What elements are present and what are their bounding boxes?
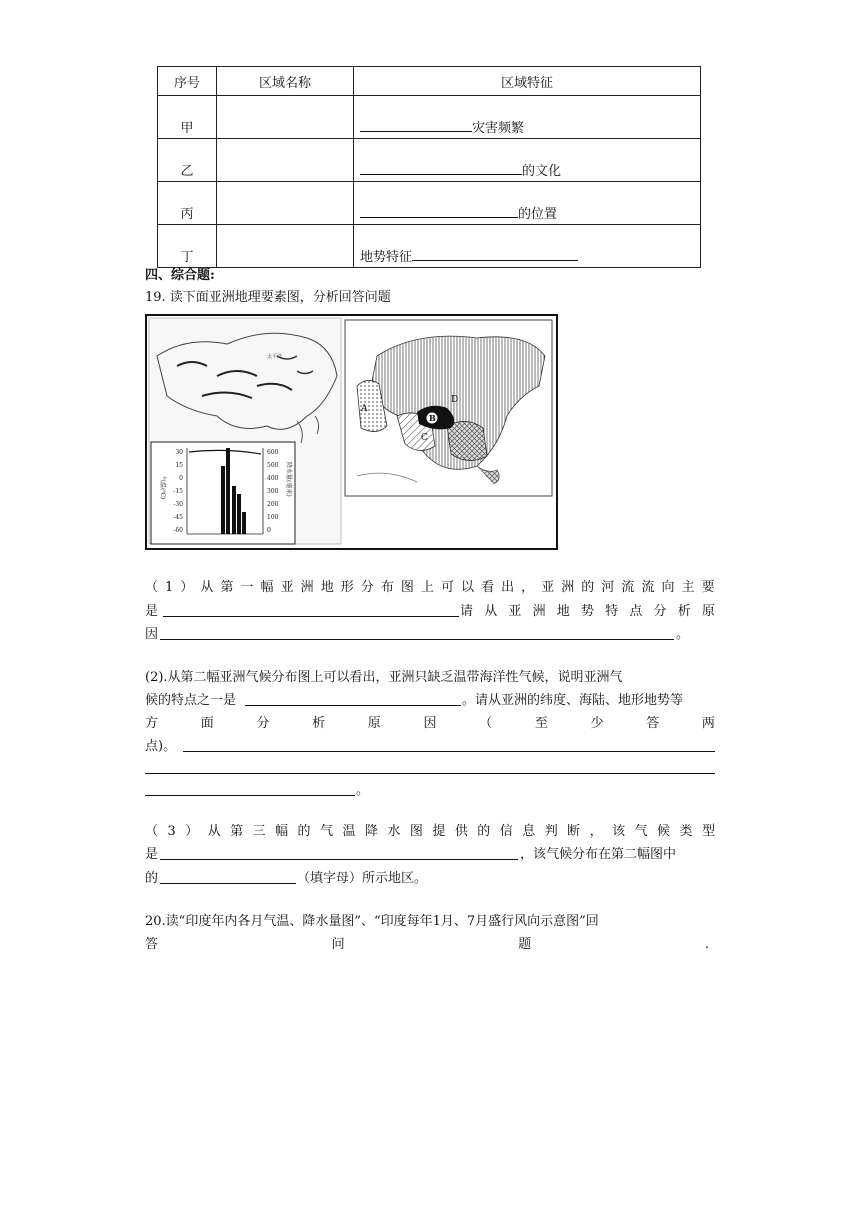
answer-blank[interactable]	[360, 162, 522, 175]
char: 息	[522, 824, 536, 839]
char: 洲	[300, 580, 314, 595]
table-row	[158, 182, 701, 225]
answer-blank[interactable]	[160, 627, 674, 640]
row-id: 乙	[158, 139, 217, 182]
char: 气	[320, 824, 334, 839]
char: 至	[534, 716, 548, 731]
precip-bar	[232, 486, 236, 534]
char: 上	[420, 580, 434, 595]
chart-tick-right: 200	[267, 501, 279, 508]
feature-cell[interactable]	[354, 139, 701, 182]
climate-chart	[151, 442, 295, 544]
table-row	[158, 225, 701, 268]
answer-blank[interactable]	[412, 248, 578, 261]
char: 型	[701, 824, 715, 839]
char: 亚	[508, 604, 522, 619]
region-label-c: C	[421, 433, 428, 443]
chart-tick-right: 300	[267, 488, 279, 495]
char: 分	[360, 580, 374, 595]
question-20-line2	[145, 935, 709, 955]
answer-blank[interactable]	[183, 739, 715, 752]
char: 以	[461, 580, 475, 595]
char: 一	[240, 580, 254, 595]
svg-text:太平洋: 太平洋	[267, 354, 283, 360]
char: 形	[340, 580, 354, 595]
char: .	[704, 937, 709, 952]
table-row	[158, 139, 701, 182]
char: 从	[484, 604, 498, 619]
table-row	[158, 96, 701, 139]
char: 问	[331, 937, 345, 952]
char: 候	[657, 824, 671, 839]
header-cell: 序号	[158, 67, 217, 96]
chart-tick-left: 0	[179, 475, 183, 482]
chart-tick-right: 400	[267, 475, 279, 482]
chart-tick-right: 0	[267, 527, 271, 534]
char: 第	[230, 824, 244, 839]
chart-tick-left: -60	[173, 527, 183, 534]
char: 洲	[561, 580, 575, 595]
header-cell: 区域名称	[217, 67, 354, 96]
feature-text: 地势特征	[360, 250, 413, 265]
char: 降	[364, 824, 378, 839]
region-table	[157, 66, 701, 268]
answer-blank[interactable]	[360, 119, 472, 132]
q19-part2-line2-suffix: 。请从亚洲的纬度、海陆、地形地势等	[462, 693, 684, 708]
char: 水	[387, 824, 401, 839]
asia-figure	[145, 314, 558, 550]
char: 从	[200, 580, 214, 595]
char: 请	[460, 604, 474, 619]
char: 面	[200, 716, 214, 731]
char: 两	[701, 716, 715, 731]
chart-axis-left-title: 气温(℃)	[159, 476, 166, 500]
char: 断	[567, 824, 581, 839]
header-cell: 区域特征	[354, 67, 701, 96]
char: 图	[400, 580, 414, 595]
char: 1	[165, 580, 174, 595]
region-label-a: A	[361, 404, 368, 414]
row-id: 丁	[158, 225, 217, 268]
char: 的	[477, 824, 491, 839]
feature-cell[interactable]	[354, 96, 701, 139]
chart-tick-left: -15	[173, 488, 183, 495]
chart-tick-left: -45	[173, 514, 183, 521]
char: ）	[185, 824, 199, 839]
char: 判	[544, 824, 558, 839]
feature-text: 的位置	[518, 207, 558, 222]
feature-cell[interactable]	[354, 225, 701, 268]
answer-blank[interactable]	[245, 693, 461, 706]
chart-tick-right: 600	[267, 449, 279, 456]
char: 点	[629, 604, 643, 619]
q19-part2-line1: (2).从第二幅亚洲气候分布图上可以看出，亚洲只缺乏温带海洋性气候，说明亚洲气	[145, 670, 623, 685]
chart-axis-right-title: 降水量(毫米)	[285, 462, 292, 497]
char: 气	[634, 824, 648, 839]
char: 势	[580, 604, 594, 619]
char: ）	[180, 580, 194, 595]
char: 提	[432, 824, 446, 839]
char: 少	[590, 716, 604, 731]
answer-blank[interactable]	[160, 847, 518, 860]
q19-part1-line1	[145, 578, 715, 598]
char: 幅	[275, 824, 289, 839]
char: 供	[454, 824, 468, 839]
table-header-row	[158, 67, 701, 96]
row-id: 丙	[158, 182, 217, 225]
region-name-cell[interactable]	[217, 96, 354, 139]
q19-part1-line2-prefix: 是	[145, 604, 159, 619]
char: 出	[501, 580, 515, 595]
char: 信	[499, 824, 513, 839]
char: 类	[679, 824, 693, 839]
char: 题	[518, 937, 532, 952]
section-title: 四、综合题:	[145, 268, 215, 283]
char: 地	[320, 580, 334, 595]
precip-bar	[237, 494, 241, 534]
char: （	[145, 824, 159, 839]
q19-part3-line3-prefix: 的	[145, 871, 159, 886]
char: 河	[601, 580, 615, 595]
region-label-b: B	[429, 413, 436, 423]
char: 答	[145, 937, 159, 952]
char: 原	[367, 716, 381, 731]
char: 特	[605, 604, 619, 619]
feature-text: 的文化	[522, 164, 562, 179]
answer-blank[interactable]	[160, 871, 296, 884]
chart-tick-left: 30	[175, 449, 183, 456]
char: （	[145, 580, 159, 595]
char: 幅	[260, 580, 274, 595]
char: 要	[701, 580, 715, 595]
q19-part3-line2-prefix: 是	[145, 847, 159, 862]
char: 该	[612, 824, 626, 839]
char: ，	[521, 580, 535, 595]
region-label-d: D	[451, 395, 459, 405]
char: 的	[297, 824, 311, 839]
char: 亚	[280, 580, 294, 595]
char: 地	[556, 604, 570, 619]
answer-blank[interactable]	[145, 761, 715, 774]
chart-tick-left: -30	[173, 501, 183, 508]
char: 布	[380, 580, 394, 595]
char: 方	[145, 716, 159, 731]
chart-tick-left: 15	[175, 462, 183, 469]
question-20-line1: 20.读“印度年内各月气温、降水量图”、“印度每年1月、7月盛行风向示意图”回	[145, 914, 599, 929]
char: ，	[589, 824, 603, 839]
q19-part2-line4-prefix: 点)。	[145, 739, 177, 754]
period: 。	[356, 783, 370, 798]
q19-part3-line1	[145, 822, 715, 842]
answer-blank[interactable]	[145, 783, 355, 796]
char: 三	[252, 824, 266, 839]
question-19-stem: 19. 读下面亚洲地理要素图，分析回答问题	[145, 290, 391, 305]
char: 温	[342, 824, 356, 839]
region-name-cell[interactable]	[217, 139, 354, 182]
char: 主	[681, 580, 695, 595]
region-name-cell[interactable]	[217, 182, 354, 225]
answer-blank[interactable]	[163, 604, 459, 617]
precip-bar	[221, 466, 225, 534]
climate-map	[345, 320, 552, 496]
feature-cell[interactable]	[354, 182, 701, 225]
chart-tick-right: 100	[267, 514, 279, 521]
char: 析	[312, 716, 326, 731]
char: 从	[207, 824, 221, 839]
char: 的	[581, 580, 595, 595]
feature-text: 灾害频繁	[472, 121, 525, 136]
char: 分	[256, 716, 270, 731]
char: 亚	[541, 580, 555, 595]
char: 第	[220, 580, 234, 595]
char: 可	[440, 580, 454, 595]
row-id: 甲	[158, 96, 217, 139]
q19-part3-line2-suffix: ，该气候分布在第二幅图中	[520, 847, 677, 862]
answer-blank[interactable]	[360, 205, 518, 218]
char: 原	[701, 604, 715, 619]
char: 答	[646, 716, 660, 731]
precip-bar	[226, 448, 230, 534]
char: 分	[653, 604, 667, 619]
asia-figure-svg	[147, 316, 556, 548]
char: 因	[423, 716, 437, 731]
chart-tick-right: 500	[267, 462, 279, 469]
char: 图	[409, 824, 423, 839]
char: （	[479, 716, 493, 731]
char: 洲	[532, 604, 546, 619]
q19-part1-line3-prefix: 因	[145, 627, 159, 642]
char: 看	[481, 580, 495, 595]
q19-part2-line2-prefix: 候的特点之一是	[145, 693, 237, 708]
precip-bar	[242, 512, 246, 534]
q19-part3-line3-suffix: （填字母）所示地区。	[297, 871, 428, 886]
char: 流	[621, 580, 635, 595]
char: 3	[167, 824, 176, 839]
char: 流	[641, 580, 655, 595]
char: 向	[661, 580, 675, 595]
char: 析	[677, 604, 691, 619]
region-name-cell[interactable]	[217, 225, 354, 268]
q19-part2-line3	[145, 714, 715, 734]
period: 。	[676, 627, 690, 642]
q19-part1-line2-suffix	[460, 602, 715, 622]
